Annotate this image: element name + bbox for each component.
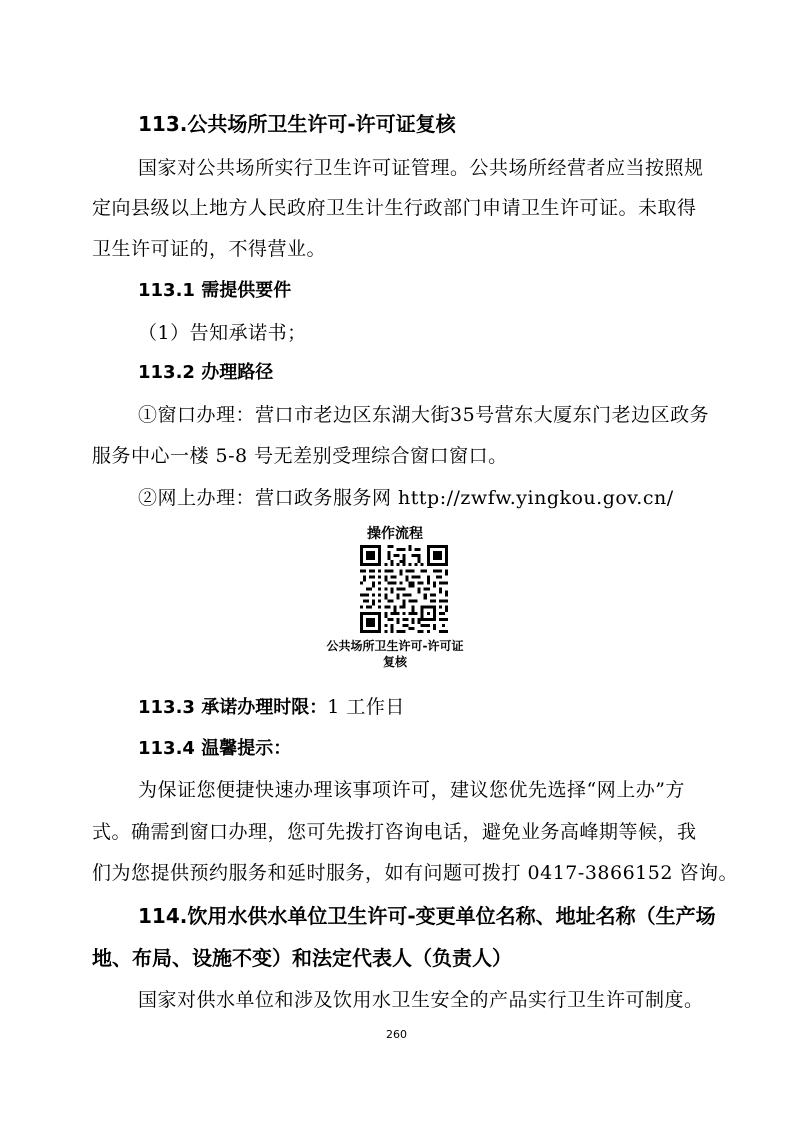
section-114-heading-line-1: 114.饮用水供水单位卫生许可-变更单位名称、地址名称（生产场 (138, 904, 716, 928)
section-114-heading-line-2: 地、布局、设施不变）和法定代表人（负责人） (92, 946, 512, 970)
time-limit-value: 1 工作日 (327, 696, 405, 718)
materials-item-1: （1）告知承诺书； (138, 322, 307, 344)
section-113-intro-line-2: 定向县级以上地方人民政府卫生计生行政部门申请卫生许可证。未取得 (92, 197, 697, 219)
route-line-2: 服务中心一楼 5-8 号无差别受理综合窗口窗口。 (92, 445, 508, 467)
route-line-3: ②网上办理：营口政务服务网 http://zwfw.yingkou.gov.cn/ (138, 487, 674, 509)
section-113-intro-line-1: 国家对公共场所实行卫生许可证管理。公共场所经营者应当按照规 (138, 157, 704, 179)
page-number: 260 (386, 1028, 407, 1041)
time-limit-row (138, 692, 405, 719)
route-line-1: ①窗口办理：营口市老边区东湖大街35号营东大厦东门老边区政务 (138, 404, 710, 426)
tips-heading: 113.4 温馨提示： (138, 738, 292, 759)
section-114-intro-line-1: 国家对供水单位和涉及饮用水卫生安全的产品实行卫生许可制度。 (138, 989, 704, 1011)
qr-title: 操作流程 (367, 526, 423, 542)
section-113-heading: 113.公共场所卫生许可-许可证复核 (138, 112, 456, 136)
tips-line-3: 们为您提供预约服务和延时服务，如有问题可拨打 0417-3866152 咨询。 (92, 862, 738, 884)
tips-line-1: 为保证您便捷快速办理该事项许可，建议您优先选择“网上办”方 (138, 779, 685, 801)
materials-heading: 113.1 需提供要件 (138, 280, 292, 301)
tips-line-2: 式。确需到窗口办理，您可先拨打咨询电话，避免业务高峰期等候，我 (92, 821, 697, 843)
route-heading: 113.2 办理路径 (138, 362, 274, 383)
time-limit-label: 113.3 承诺办理时限： (138, 697, 328, 718)
qr-code-icon[interactable] (360, 545, 448, 633)
qr-caption: 公共场所卫生许可-许可证复核 (326, 639, 464, 669)
section-113-intro-line-3: 卫生许可证的，不得营业。 (92, 238, 327, 260)
